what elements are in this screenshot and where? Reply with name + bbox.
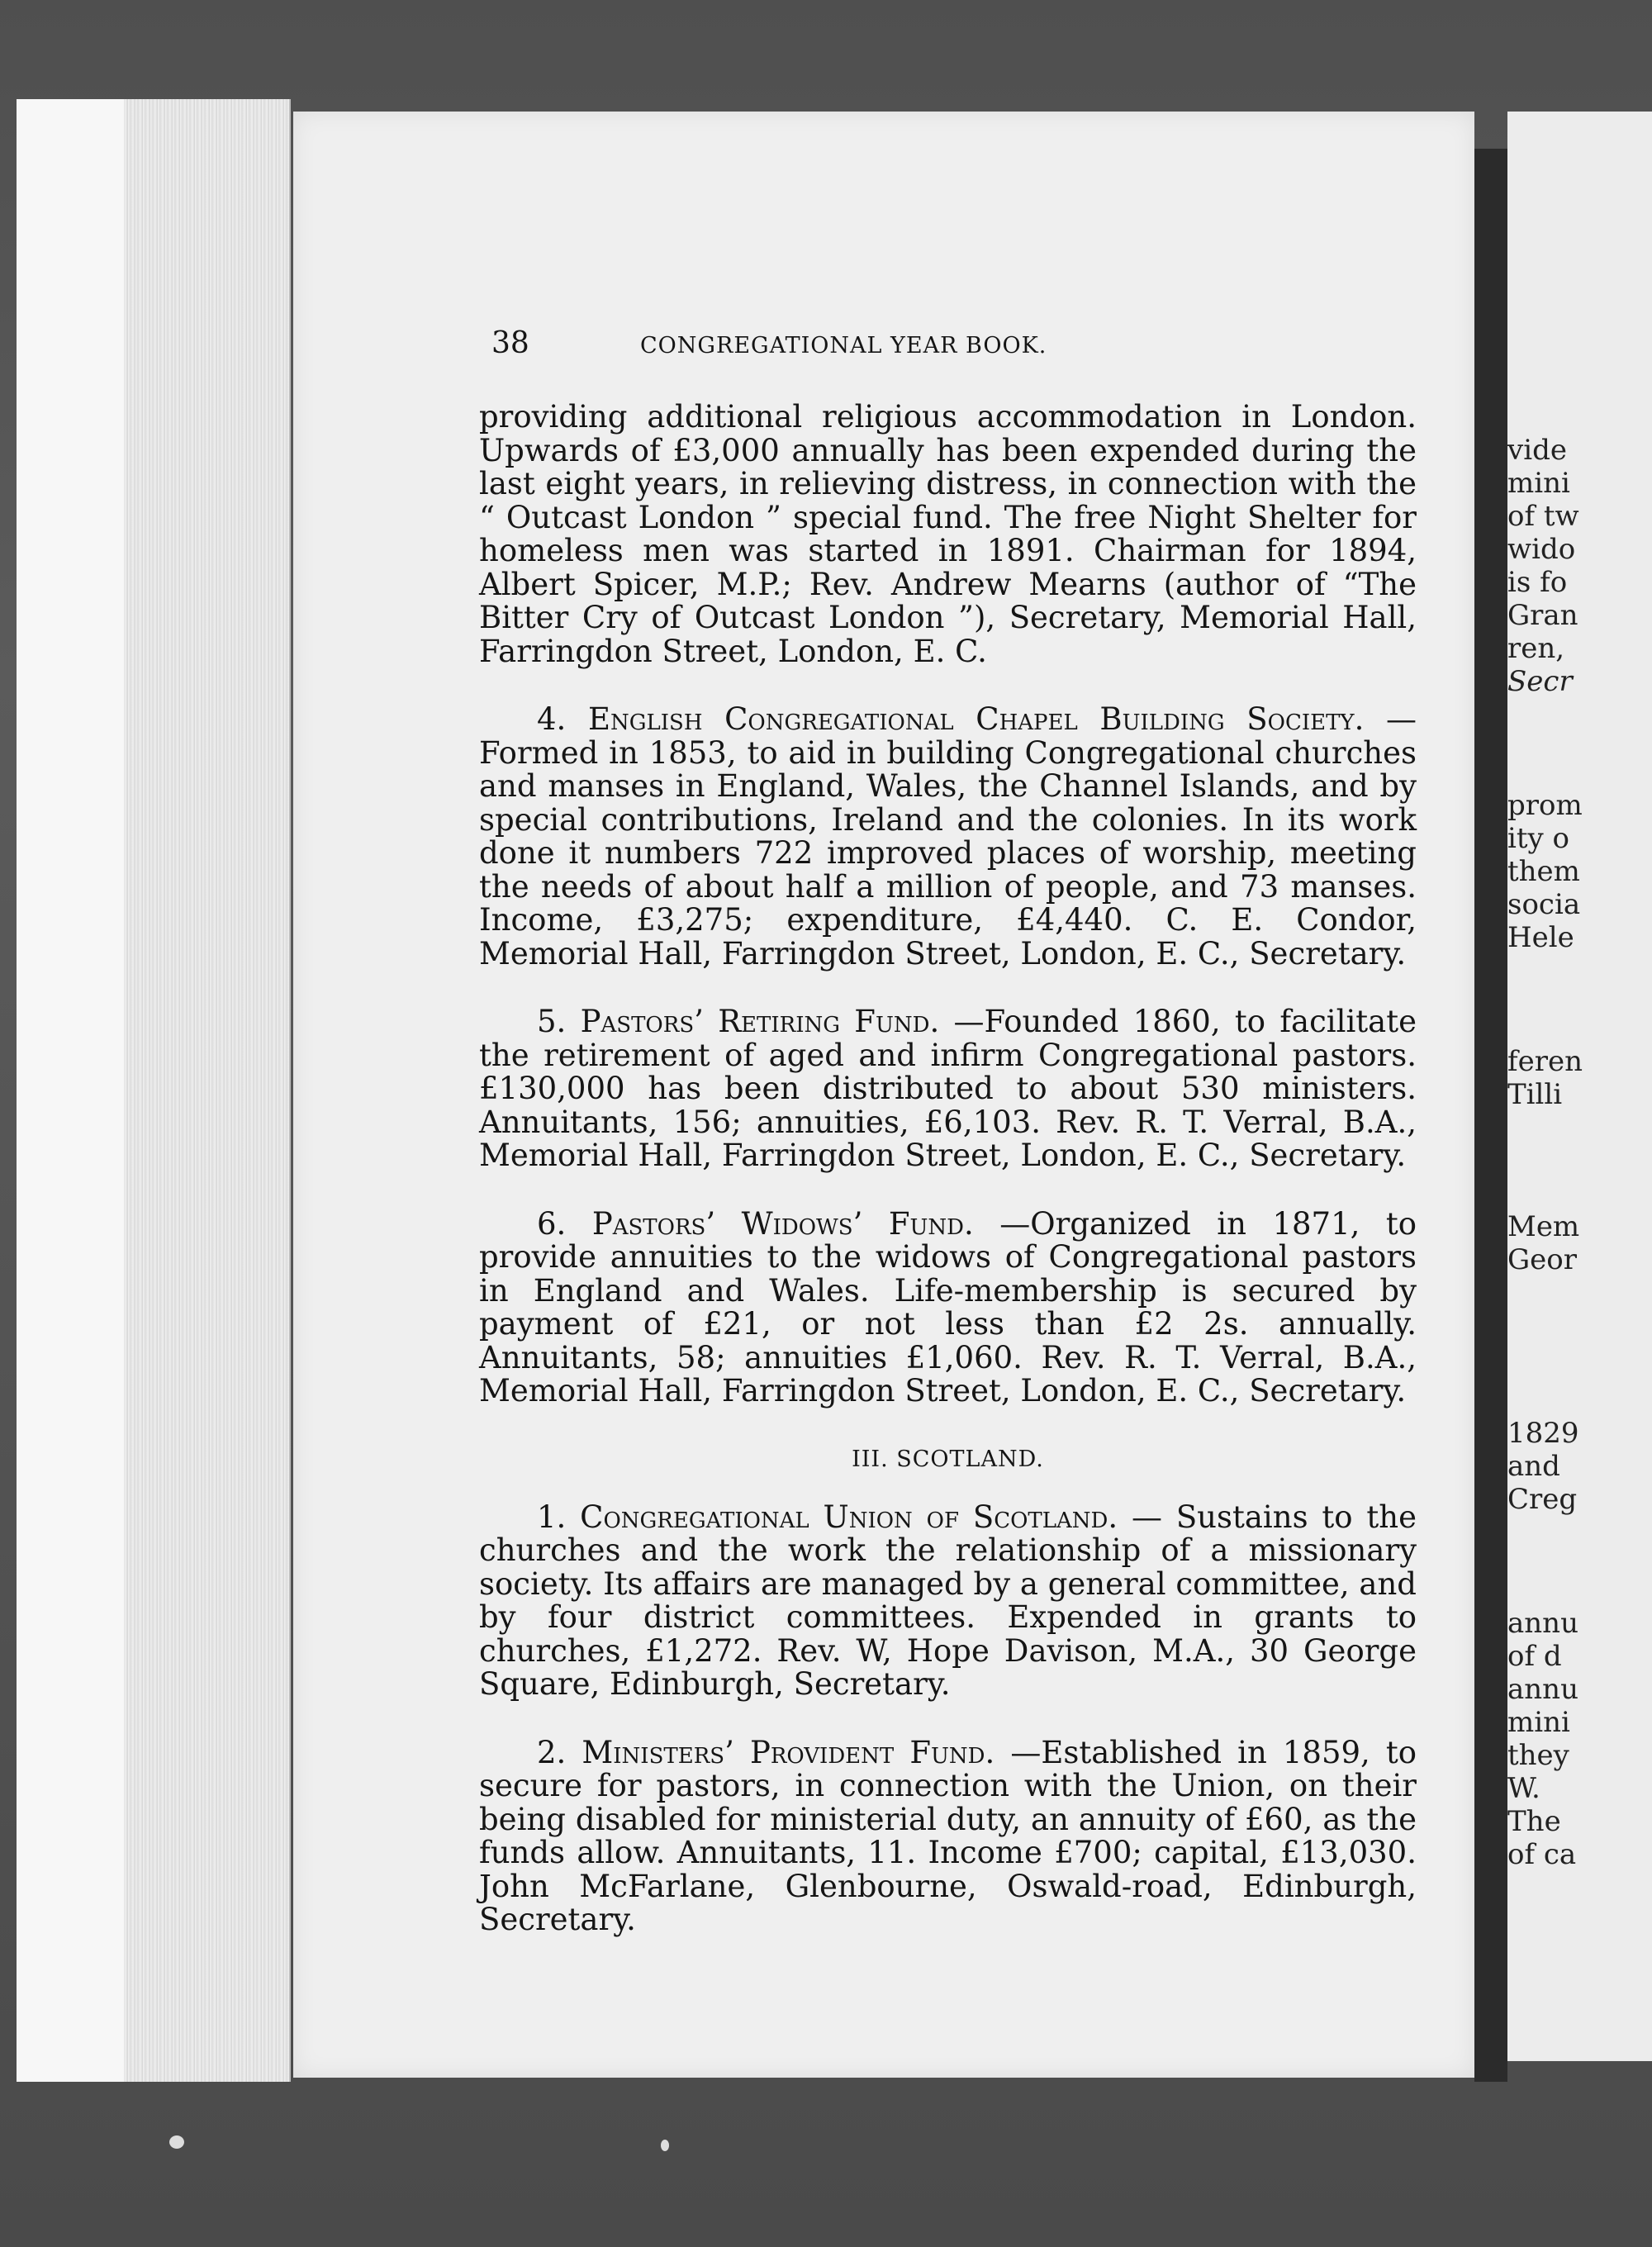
facing-line: annu — [1507, 1673, 1578, 1706]
item-title: Congregational Union of Scotland. — [580, 1499, 1118, 1535]
paragraph-provident-fund — [479, 1736, 1417, 1937]
facing-line: them — [1507, 855, 1580, 888]
facing-line: socia — [1507, 888, 1581, 921]
page-number: 38 — [491, 326, 529, 360]
running-title: CONGREGATIONAL YEAR BOOK. — [640, 333, 1047, 359]
facing-line: Tilli — [1507, 1078, 1563, 1111]
dust-speck — [169, 2135, 184, 2149]
item-title: Ministers’ Provident Fund. — [582, 1734, 995, 1770]
facing-line: Gran — [1507, 599, 1578, 632]
paragraph-text: providing additional religious accommodation in London. Upwards of £3,000 annually has been expended during the last eight years, in relieving distress, in connection with the “ Outcast London ” special fund. The free Night Shelter for homeless men was started in 1891. Chairman for 1894, Albert Spicer, M.P.; Rev. Andrew Mearns (author of “The Bitter Cry of Outcast London ”), Secretary, Memorial Hall, Farringdon Street, London, E. C. — [479, 399, 1417, 669]
dust-speck — [661, 2140, 669, 2151]
facing-line: feren — [1507, 1045, 1583, 1078]
item-number: 1. — [537, 1499, 567, 1535]
facing-line: Geor — [1507, 1243, 1578, 1276]
book-gutter — [1474, 149, 1507, 2082]
paragraph-london-continued — [479, 401, 1417, 668]
item-title: English Congregational Chapel Building Society. — [587, 701, 1365, 737]
paragraph-retiring-fund — [479, 1005, 1417, 1173]
outer-page-edge — [17, 99, 124, 2082]
item-number: 6. — [537, 1205, 567, 1242]
facing-line: mini — [1507, 467, 1570, 500]
facing-line: Mem — [1507, 1210, 1580, 1243]
item-title: Pastors’ Retiring Fund. — [580, 1004, 940, 1039]
paragraph-text: — Sustains to the churches and the work the relationship of a missionary society. Its affairs are managed by a general committee, and by four district committees. Expended in grants to churches, £1,272. Rev. W, Hope Davison, M.A., 30 George Square, Edinburgh, Secretary. — [479, 1499, 1417, 1702]
facing-line: is fo — [1507, 566, 1568, 599]
facing-line: vide — [1507, 434, 1567, 467]
facing-line: they — [1507, 1739, 1569, 1772]
facing-line: Hele — [1507, 921, 1574, 954]
section-heading: III. SCOTLAND. — [852, 1446, 1044, 1472]
paragraph-widows-fund — [479, 1205, 1417, 1409]
paragraph-text: —Formed in 1853, to aid in building Congregational churches and manses in England, Wales, the Channel Islands, and by special contributions, Ireland and the colonies. In its work done it numbers 722 improved places of worship, meeting the needs of about half a million of people, and 73 manses. Income, £3,275; expenditure, £4,440. C. E. Condor, Memorial Hall, Farringdon Street, London, E. C., Secretary. — [479, 701, 1417, 971]
item-title: Pastors’ Widows’ Fund. — [591, 1205, 974, 1242]
facing-line: of tw — [1507, 500, 1579, 533]
paragraph-text: —Founded 1860, to facilitate the retirement of aged and infirm Congregational pastors. £130,000 has been distributed to about 530 ministers. Annuitants, 156; annuities, £6,103. Rev. R. T. Verral, B.A., Memorial Hall, Farringdon Street, London, E. C., Secretary. — [479, 1004, 1417, 1173]
paragraph-chapel-building-society — [479, 703, 1417, 971]
facing-line: 1829 — [1507, 1417, 1579, 1450]
facing-line: wido — [1507, 533, 1576, 566]
facing-line: annu — [1507, 1607, 1578, 1640]
facing-line: ren, — [1507, 632, 1565, 665]
facing-line: mini — [1507, 1706, 1570, 1739]
item-number: 5. — [537, 1004, 567, 1039]
item-number: 2. — [537, 1734, 567, 1770]
facing-line: of ca — [1507, 1838, 1577, 1871]
paragraph-text: —Established in 1859, to secure for pastors, in connection with the Union, on their being disabled for ministerial duty, an annuity of £60, as the funds allow. Annuitants, 11. Income £700; capital, £13,030. John McFarlane, Glenbourne, Oswald-road, Edinburgh, Secretary. — [479, 1734, 1417, 1937]
facing-line: Creg — [1507, 1483, 1578, 1516]
page-text — [479, 326, 1417, 1972]
facing-page — [1507, 112, 1652, 2061]
item-number: 4. — [537, 701, 567, 737]
facing-line: The — [1507, 1805, 1561, 1838]
facing-line: and — [1507, 1450, 1560, 1483]
facing-line: prom — [1507, 789, 1583, 822]
running-head — [479, 326, 1417, 376]
paragraph-union-of-scotland — [479, 1501, 1417, 1702]
paragraph-text: —Organized in 1871, to provide annuities to the widows of Congregational pastors in England and Wales. Life-membership is secured by payment of £21, or not less than £2 2s. annually. Annuitants, 58; annuities £1,060. Rev. R. T. Verral, B.A., Memorial Hall, Farringdon Street, London, E. C., Secretary. — [479, 1205, 1417, 1409]
page-edges — [17, 99, 291, 2082]
facing-line: of d — [1507, 1640, 1562, 1673]
facing-line: ity o — [1507, 822, 1570, 855]
facing-line: W. — [1507, 1772, 1540, 1805]
facing-line: Secr — [1507, 665, 1573, 698]
